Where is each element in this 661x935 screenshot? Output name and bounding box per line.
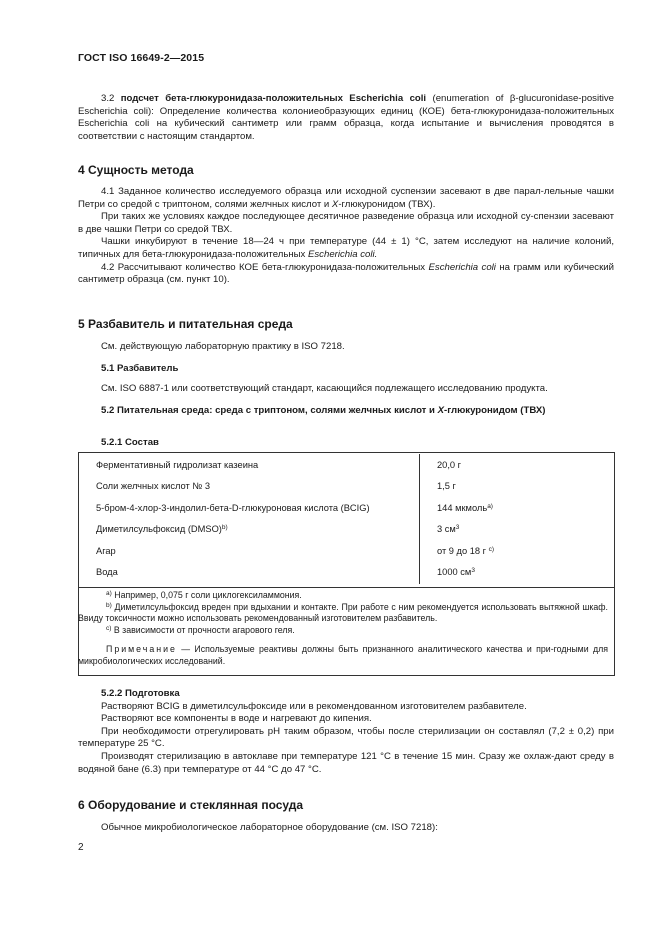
section-5-1-heading: 5.1 Разбавитель [101, 363, 179, 374]
footnote-a: $^{a)}$ Например, 0,075 г соли циклогексиламмония. [106, 590, 302, 600]
footnote-c: $^{c)}$ В зависимости от прочности агарового геля. [106, 624, 295, 635]
table-row: Соли желчных кислот № 3 1,5 г [78, 476, 614, 498]
section-5-heading: 5 Разбавитель и питательная среда [78, 317, 293, 331]
section-4-heading: 4 Сущность метода [78, 163, 194, 177]
paragraph-4-1-c: Чашки инкубируют в течение 18—24 ч при температуре (44 ± 1) °С, затем исследуют на наличие колоний, типичных для бета-глюкуронидаза-положительных Escherichia coli. [78, 236, 614, 260]
table-footnote-divider [78, 587, 614, 588]
footnote-b: $^{b)}$ Диметилсульфоксид вреден при вдыхании и контакте. При работе с ним рекомендуется использовать вытяжной шкаф. Ввиду токсичности можно использовать рекомендованный изготовителем разбавитель. [78, 601, 608, 624]
standard-header: ГОСТ ISO 16649-2—2015 [78, 52, 205, 64]
term-3-2: подсчет бета-глюкуронидаза-положительных Escherichia coli [120, 93, 427, 104]
composition-table [78, 454, 614, 584]
section-5-1-text: См. ISO 6887-1 или соответствующий стандарт, касающийся подлежащего исследованию продукта. [101, 383, 548, 394]
table-row: Диметилсульфоксид (DMSO)$^{b)}$ 3 $см^3$ [78, 519, 614, 541]
table-row: 5-бром-4-хлор-3-индолил-бета-D-глюкуроновая кислота (BCIG) 144 мкмоль$^{a)}$ [78, 497, 614, 519]
table-footnotes [78, 590, 608, 668]
table-row: Агар от 9 до 18 г $^{c)}$ [78, 540, 614, 562]
table-row: Ферментативный гидролизат казеина 20,0 г [78, 454, 614, 476]
table-note: Примечание — Используемые реактивы должны быть признанного аналитического качества и при-годными для микробиологических исследований. [78, 644, 608, 666]
paragraph-4-1-b: При таких же условиях каждое последующее десятичное разведение образца или исходной су-спензии засевают в две чашки Петри со средой ТВХ. [78, 211, 614, 235]
section-4-body [78, 186, 614, 287]
prep-step: Растворяют все компоненты в воде и нагревают до кипения. [101, 713, 372, 725]
section-6-text: Обычное микробиологическое лабораторное оборудование (см. ISO 7218): [101, 822, 438, 833]
prep-step: При необходимости отрегулировать pH таким образом, чтобы после стерилизации он составлял (7,2 ± 0,2) при температуре 25 °С. [78, 725, 614, 750]
section-5-intro: См. действующую лабораторную практику в ISO 7218. [101, 341, 345, 352]
page-number: 2 [78, 842, 84, 853]
paragraph-4-2: 4.2 Рассчитывают количество КОЕ бета-глюкуронидаза-положительных Escherichia coli на грамм или кубический сантиметр образца (см. пункт 10). [78, 261, 615, 286]
definition-3-2: 3.2 подсчет бета-глюкуронидаза-положительных Escherichia coli (enumeration of β-glucuronidase-positive Escherichia coli): Определение количества колониеобразующих единиц (КОЕ) бета-глюкуронидаза-положительных Escherichia coli на кубический сантиметр или грамм образца, когда испытание и вычисления проводятся в соответствии с настоящим стандартом. [78, 93, 615, 142]
section-5-2-1-heading: 5.2.1 Состав [101, 437, 159, 448]
prep-step: Растворяют BCIG в диметилсульфоксиде или в рекомендованном изготовителем разбавителе. [101, 700, 527, 712]
section-6-heading: 6 Оборудование и стеклянная посуда [78, 798, 304, 812]
prep-step: Производят стерилизацию в автоклаве при температуре 121 °С в течение 15 мин. Сразу же охлаж-дают среду в водяной бане (6.3) при температуре от 44 °С до 47 °С. [78, 750, 614, 775]
paragraph-4-1: 4.1 Заданное количество исследуемого образца или исходной суспензии засевают в две парал-лельные чашки Петри со средой с триптоном, солями желчных кислот и Х-глюкуронидом (ТВХ). [78, 186, 614, 210]
section-5-2-2: 5.2.2 Подготовка Растворяют BCIG в диметилсульфоксиде или в рекомендованном изготовителем разбавителе. Растворяют все компоненты в воде и нагревают до кипения. При необходимости отрегулировать pH таким образом, чтобы после стерилизации он составлял (7,2 ± 0,2) при температуре 25 °С. Производят стерилизацию в автоклаве при температуре 121 °С в течение 15 мин. Сразу же охлаж-дают среду в водяной бане (6.3) при температуре от 44 °С до 47 °С. [78, 688, 614, 775]
section-5-2-heading: 5.2 Питательная среда: среда с триптоном, солями желчных кислот и Х-глюкуронидом (ТВХ) [101, 405, 546, 416]
table-row: Вода 1000 $см^3$ [78, 562, 614, 584]
